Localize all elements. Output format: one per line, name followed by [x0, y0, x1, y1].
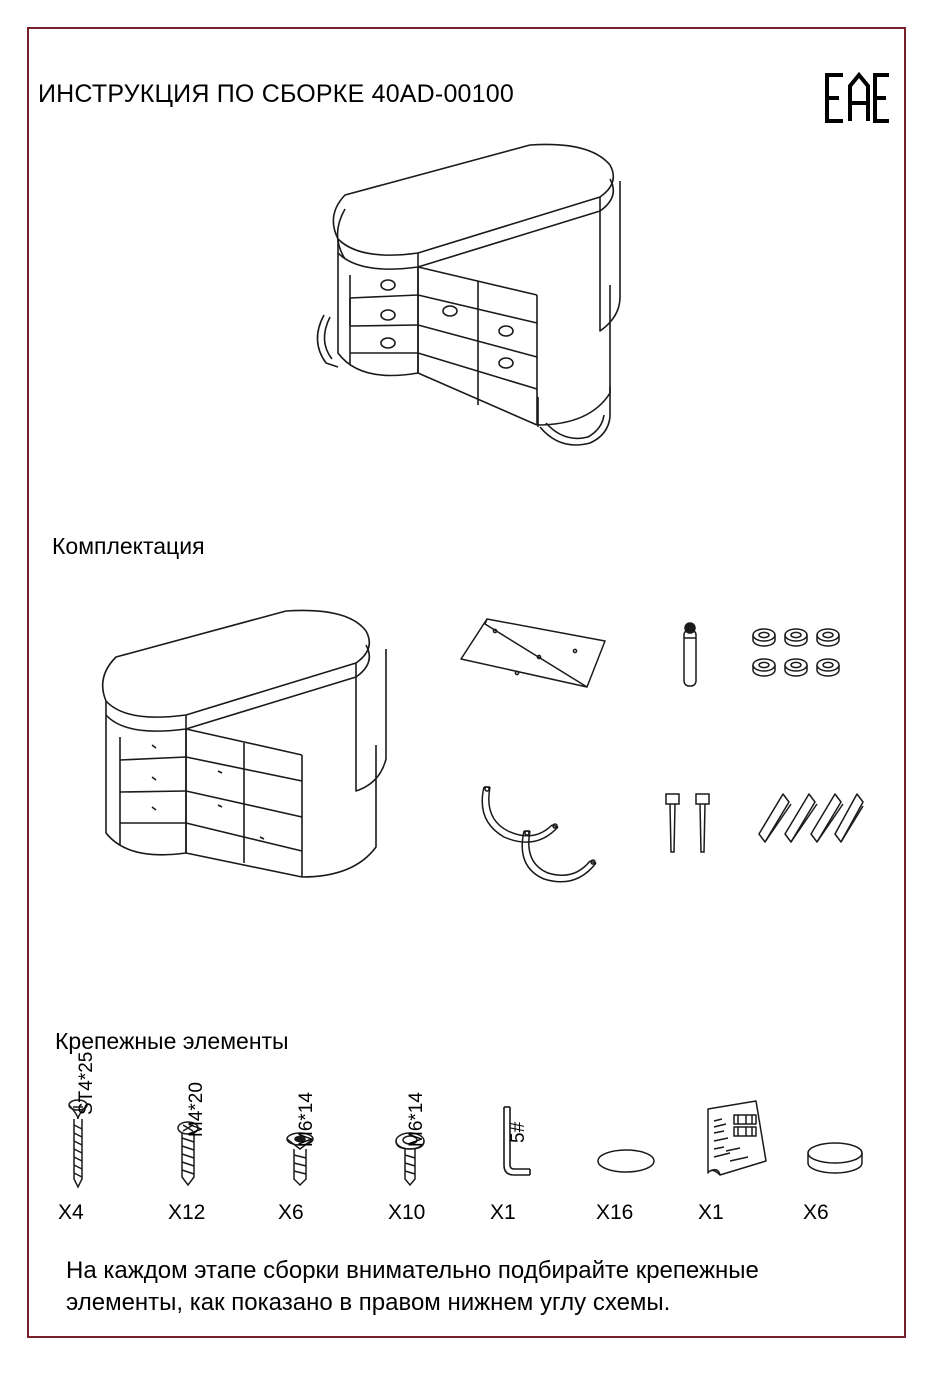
plastic-disc-icon [795, 1095, 905, 1195]
eac-certification-icon [823, 72, 893, 124]
hardware-spec: M6*14 [296, 1092, 317, 1147]
hardware-item [482, 1095, 592, 1225]
hardware-item [795, 1095, 905, 1225]
hardware-item [270, 1092, 380, 1225]
assembled-dresser-illustration [290, 135, 660, 465]
hardware-spec: 5# [508, 1121, 529, 1143]
hardware-item [588, 1095, 698, 1225]
hardware-count: X1 [490, 1201, 516, 1224]
hardware-count: X10 [388, 1201, 426, 1224]
hardware-count: X4 [58, 1201, 84, 1224]
hardware-count: X16 [596, 1201, 634, 1224]
hardware-spec: M6*14 [406, 1092, 427, 1147]
assembly-note [66, 1255, 866, 1320]
hardware-item [690, 1095, 800, 1225]
socket-head-bolt-icon [380, 1095, 490, 1195]
flat-head-bolt-icon [270, 1095, 380, 1195]
leg-pins-illustration [660, 790, 720, 860]
hardware-count: X6 [278, 1201, 304, 1224]
cam-lock-set-illustration [750, 625, 860, 685]
assembly-note-line-2: элементы, как показано в правом нижнем углу схемы. [66, 1289, 671, 1317]
hardware-item [380, 1092, 490, 1225]
hardware-count: X12 [168, 1201, 206, 1224]
wood-screw-icon [50, 1095, 160, 1195]
parts-section-heading: Комплектация [52, 533, 205, 559]
hardware-section-heading: Крепежные элементы [55, 1028, 289, 1054]
support-tube-part-illustration [670, 620, 710, 690]
cap-cover-icon [588, 1095, 698, 1195]
hardware-spec: M4*20 [186, 1082, 207, 1137]
curved-base-rails-illustration [480, 775, 610, 885]
hardware-spec: ST4*25 [76, 1051, 97, 1115]
assembly-note-line-1: На каждом этапе сборки внимательно подбирайте крепежные [66, 1257, 759, 1284]
allen-key-icon [482, 1095, 592, 1195]
handle-set-illustration [755, 790, 865, 850]
hardware-count: X1 [698, 1201, 724, 1224]
phillips-screw-icon [160, 1095, 270, 1195]
hardware-item [160, 1082, 270, 1225]
shelf-panel-part-illustration [455, 615, 625, 705]
hardware-count: X6 [803, 1201, 829, 1224]
dresser-body-part-illustration [90, 605, 420, 895]
page-title: ИНСТРУКЦИЯ ПО СБОРКЕ 40AD-00100 [38, 80, 514, 108]
sticker-sheet-icon [690, 1095, 800, 1195]
hardware-item [50, 1051, 160, 1225]
